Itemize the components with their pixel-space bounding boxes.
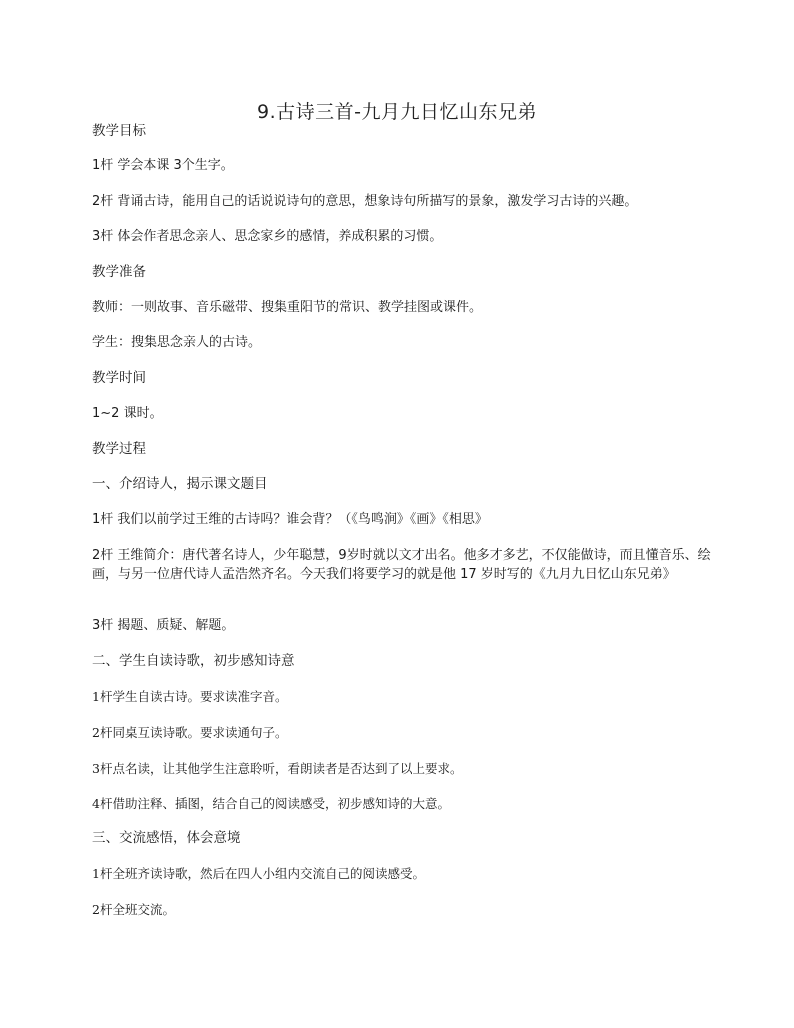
section-heading-objectives: 教学目标 [92, 123, 146, 139]
preparation-teacher: 教师：一则故事、音乐磁带、搜集重阳节的常识、教学挂图或课件。 [92, 300, 483, 315]
preparation-student: 学生：搜集思念亲人的古诗。 [92, 335, 262, 350]
step-1-item-2: 2杆 王维简介：唐代著名诗人，少年聪慧，9岁时就以文才出名。他多才多艺，不仅能做诗，而且懂音乐、绘画，与另一位唐代诗人孟浩然齐名。今天我们将要学习的就是他 17 岁时写的《九月九日忆山东兄弟》 [92, 548, 711, 582]
objective-item-2: 2杆 背诵古诗，能用自己的话说说诗句的意思，想象诗句所描写的景象，激发学习古诗的兴趣。 [92, 194, 638, 209]
objective-item-3: 3杆 体会作者思念亲人、思念家乡的感情，养成积累的习惯。 [92, 229, 443, 244]
step-heading-2: 二、学生自读诗歌，初步感知诗意 [92, 653, 295, 669]
time-value: 1~2 课时。 [92, 406, 163, 421]
step-2-item-2: 2杆同桌互读诗歌。要求读通句子。 [92, 725, 288, 740]
step-2-item-1: 1杆学生自读古诗。要求读准字音。 [92, 689, 288, 704]
objective-item-1: 1杆 学会本课 3个生字。 [92, 158, 234, 173]
step-1-item-3: 3杆 揭题、质疑、解题。 [92, 618, 235, 633]
section-heading-preparation: 教学准备 [92, 264, 146, 280]
step-3-item-1: 1杆全班齐读诗歌，然后在四人小组内交流自己的阅读感受。 [92, 866, 425, 881]
section-heading-process: 教学过程 [92, 441, 146, 457]
step-2-item-4: 4杆借助注释、插图，结合自己的阅读感受，初步感知诗的大意。 [92, 796, 450, 811]
section-heading-time: 教学时间 [92, 370, 146, 386]
step-3-item-2: 2杆全班交流。 [92, 902, 175, 917]
step-heading-1: 一、介绍诗人，揭示课文题目 [92, 476, 268, 492]
step-1-item-1: 1杆 我们以前学过王维的古诗吗？谁会背？（《鸟鸣涧》《画》《相思》 [92, 512, 488, 527]
step-heading-3: 三、交流感悟，体会意境 [92, 830, 241, 846]
page-title: 9.古诗三首-九月九日忆山东兄弟 [257, 101, 537, 123]
step-2-item-3: 3杆点名读，让其他学生注意聆听，看朗读者是否达到了以上要求。 [92, 761, 463, 776]
